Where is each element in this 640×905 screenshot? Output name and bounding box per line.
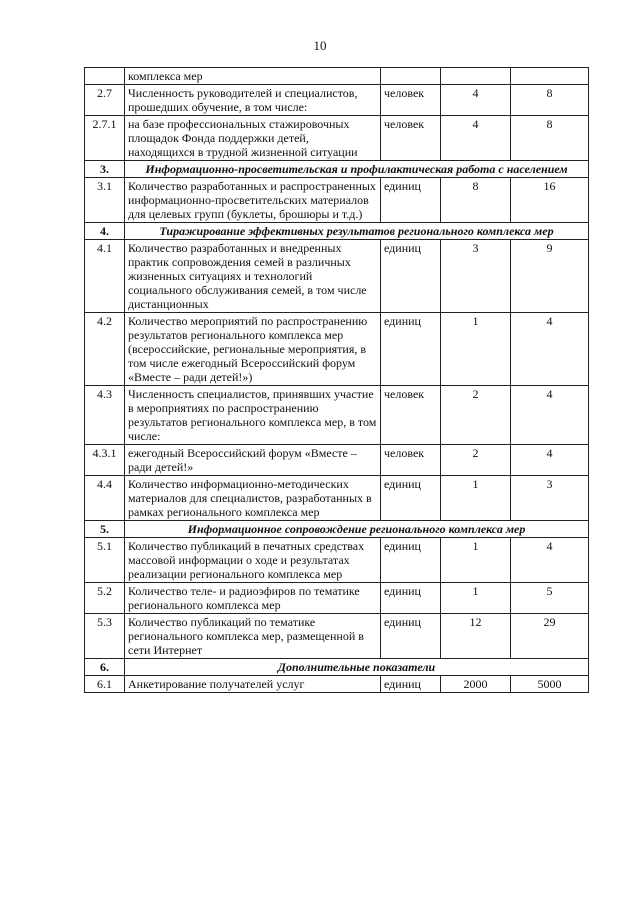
- table-row: [85, 313, 589, 386]
- value-first: 4: [441, 116, 511, 161]
- row-number: 4.2: [85, 313, 125, 386]
- row-number: 4.1: [85, 240, 125, 313]
- value-first: 8: [441, 178, 511, 223]
- indicators-table: [84, 67, 589, 693]
- unit-of-measure: единиц: [381, 583, 441, 614]
- row-number: 2.7: [85, 85, 125, 116]
- value-second: 9: [511, 240, 589, 313]
- indicator-name: Численность руководителей и специалистов, прошедших обучение, в том числе:: [125, 85, 381, 116]
- unit-of-measure: единиц: [381, 240, 441, 313]
- unit-of-measure: [381, 68, 441, 85]
- value-first: 12: [441, 614, 511, 659]
- indicator-name: Количество мероприятий по распространению результатов регионального комплекса мер (всероссийские, региональные мероприятия, в том числе ежегодный Всероссийский форум «Вместе – ради детей!»): [125, 313, 381, 386]
- unit-of-measure: единиц: [381, 313, 441, 386]
- value-first: 2: [441, 386, 511, 445]
- section-number: 5.: [85, 521, 125, 538]
- indicator-name: Количество публикаций по тематике регионального комплекса мер, размещенной в сети Интернет: [125, 614, 381, 659]
- row-number: 5.2: [85, 583, 125, 614]
- value-second: 8: [511, 85, 589, 116]
- indicator-name: Численность специалистов, принявших участие в мероприятиях по распространению результатов регионального комплекса мер, в том числе:: [125, 386, 381, 445]
- table-row: [85, 178, 589, 223]
- value-second: 8: [511, 116, 589, 161]
- unit-of-measure: человек: [381, 116, 441, 161]
- table-row: [85, 116, 589, 161]
- section-row: [85, 659, 589, 676]
- indicator-name: комплекса мер: [125, 68, 381, 85]
- table-row: [85, 538, 589, 583]
- row-number: 4.4: [85, 476, 125, 521]
- row-number: 4.3: [85, 386, 125, 445]
- table-row: [85, 240, 589, 313]
- unit-of-measure: человек: [381, 386, 441, 445]
- value-first: 1: [441, 538, 511, 583]
- row-number: 5.3: [85, 614, 125, 659]
- unit-of-measure: человек: [381, 85, 441, 116]
- unit-of-measure: единиц: [381, 178, 441, 223]
- table-row: [85, 386, 589, 445]
- value-first: 1: [441, 476, 511, 521]
- unit-of-measure: человек: [381, 445, 441, 476]
- value-first: 1: [441, 313, 511, 386]
- section-row: [85, 223, 589, 240]
- value-first: 2000: [441, 676, 511, 693]
- value-first: 4: [441, 85, 511, 116]
- value-second: [511, 68, 589, 85]
- value-second: 4: [511, 445, 589, 476]
- section-row: [85, 521, 589, 538]
- section-title: Информационное сопровождение регионального комплекса мер: [125, 521, 589, 538]
- table-row: [85, 68, 589, 85]
- section-title: Информационно-просветительская и профилактическая работа с населением: [125, 161, 589, 178]
- indicator-name: Количество информационно-методических материалов для специалистов, разработанных в рамках регионального комплекса мер: [125, 476, 381, 521]
- indicator-name: Количество разработанных и внедренных практик сопровождения семей в различных жизненных ситуациях и технологий социального обслуживания семей, в том числе дистанционных: [125, 240, 381, 313]
- row-number: 2.7.1: [85, 116, 125, 161]
- indicator-name: Количество публикаций в печатных средствах массовой информации о ходе и результатах реализации регионального комплекса мер: [125, 538, 381, 583]
- value-second: 5: [511, 583, 589, 614]
- value-second: 3: [511, 476, 589, 521]
- value-second: 4: [511, 538, 589, 583]
- row-number: 6.1: [85, 676, 125, 693]
- value-first: 3: [441, 240, 511, 313]
- table-row: [85, 676, 589, 693]
- unit-of-measure: единиц: [381, 476, 441, 521]
- indicator-name: Количество разработанных и распространенных информационно-просветительских материалов для целевых групп (буклеты, брошюры и т.д.): [125, 178, 381, 223]
- table-row: [85, 85, 589, 116]
- indicator-name: Количество теле- и радиоэфиров по тематике регионального комплекса мер: [125, 583, 381, 614]
- value-second: 5000: [511, 676, 589, 693]
- unit-of-measure: единиц: [381, 676, 441, 693]
- page-number: 10: [313, 38, 327, 53]
- value-first: 1: [441, 583, 511, 614]
- row-number: 3.1: [85, 178, 125, 223]
- section-title: Тиражирование эффективных результатов регионального комплекса мер: [125, 223, 589, 240]
- section-number: 3.: [85, 161, 125, 178]
- value-first: 2: [441, 445, 511, 476]
- row-number: 4.3.1: [85, 445, 125, 476]
- indicator-name: на базе профессиональных стажировочных площадок Фонда поддержки детей, находящихся в трудной жизненной ситуации: [125, 116, 381, 161]
- section-row: [85, 161, 589, 178]
- value-second: 16: [511, 178, 589, 223]
- indicator-name: Анкетирование получателей услуг: [125, 676, 381, 693]
- value-second: 4: [511, 386, 589, 445]
- row-number: 5.1: [85, 538, 125, 583]
- section-title: Дополнительные показатели: [125, 659, 589, 676]
- row-number: [85, 68, 125, 85]
- section-number: 6.: [85, 659, 125, 676]
- indicator-name: ежегодный Всероссийский форум «Вместе – ради детей!»: [125, 445, 381, 476]
- table-row: [85, 583, 589, 614]
- unit-of-measure: единиц: [381, 614, 441, 659]
- unit-of-measure: единиц: [381, 538, 441, 583]
- section-number: 4.: [85, 223, 125, 240]
- value-second: 4: [511, 313, 589, 386]
- table-row: [85, 476, 589, 521]
- value-second: 29: [511, 614, 589, 659]
- table-row: [85, 614, 589, 659]
- value-first: [441, 68, 511, 85]
- table-row: [85, 445, 589, 476]
